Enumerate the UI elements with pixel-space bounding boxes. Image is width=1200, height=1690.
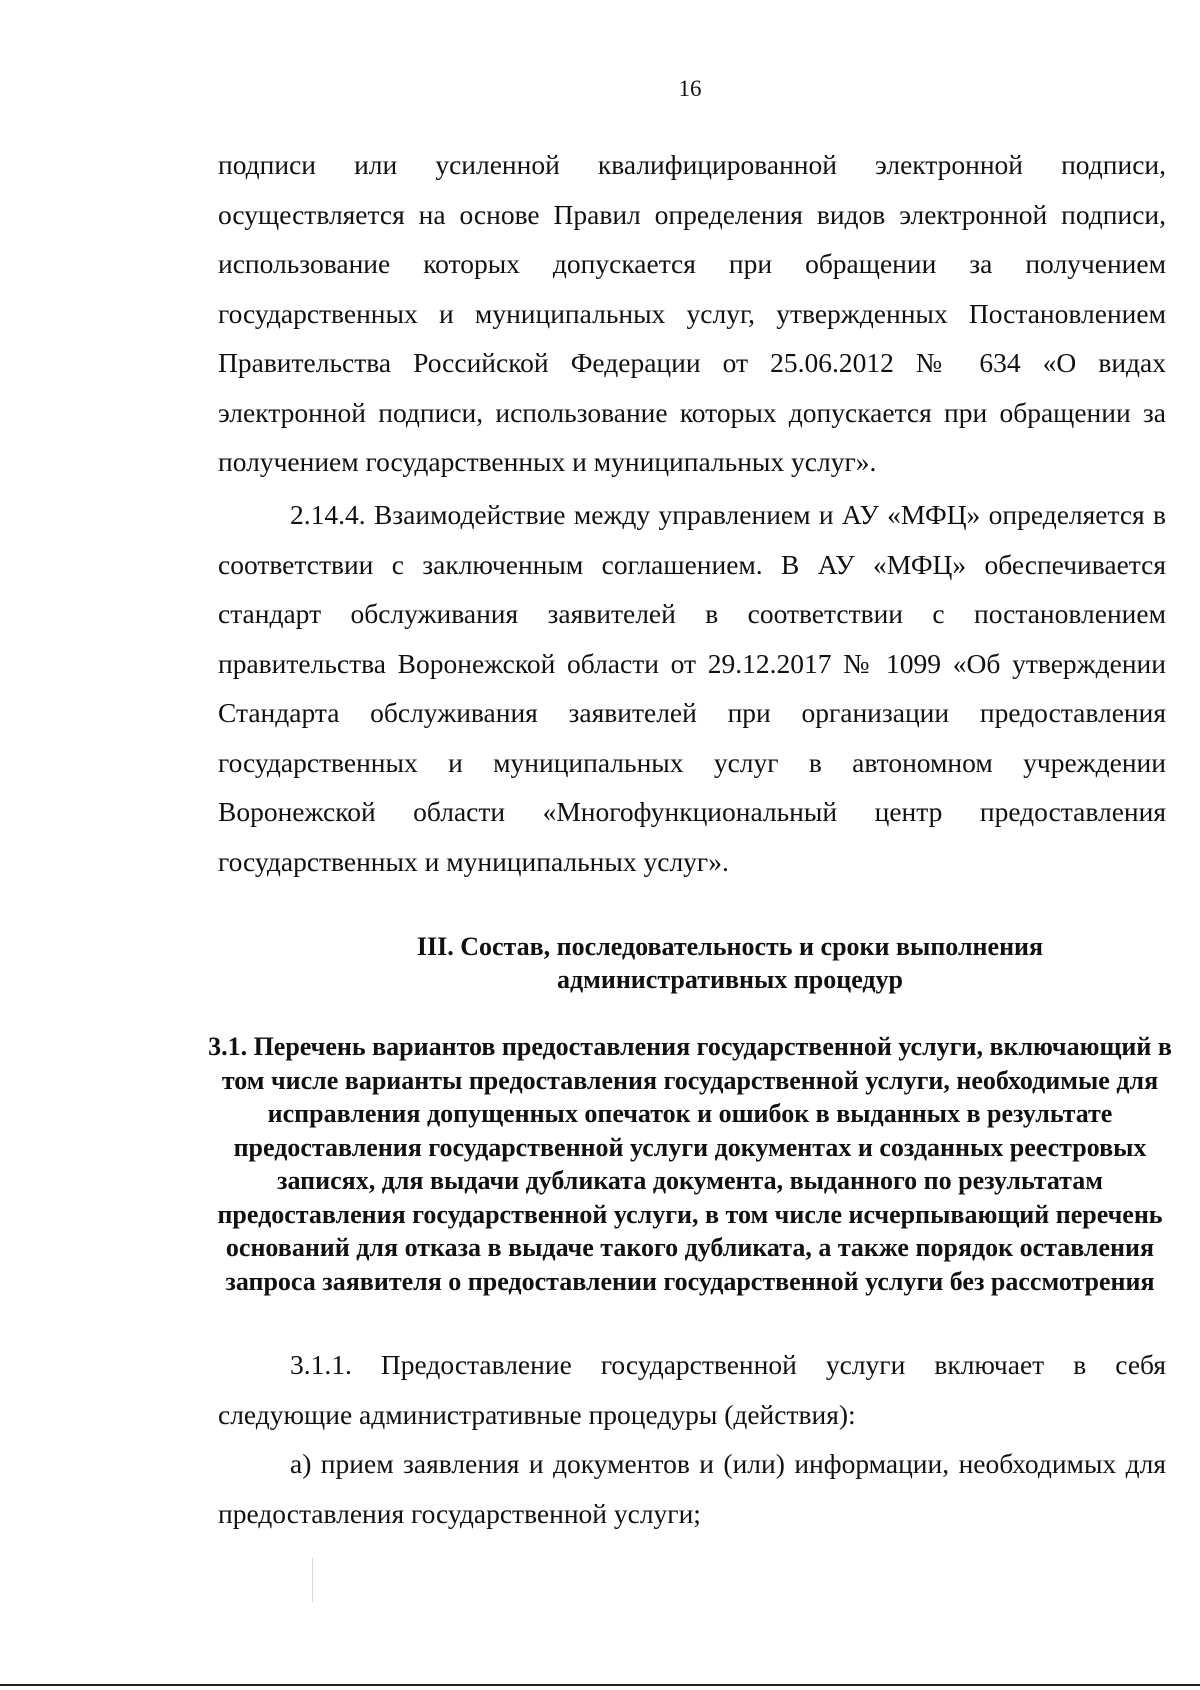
paragraph-3-1-1: 3.1.1. Предоставление государственной услуги включает в себя следующие административные процедуры (действия): [218, 1349, 1166, 1430]
bottom-edge-rule [0, 1684, 1200, 1686]
text-block-3 [218, 1340, 1166, 1538]
subsection-heading-3-1: 3.1. Перечень вариантов предоставления государственной услуги, включающий в том числе варианты предоставления государственной услуги, необходимые для исправления допущенных опечаток и ошибок в выданных в результате предоставления государственной услуги документах и созданных реестровых записях, для выдачи дубликата документа, выданного по результатам предоставления государственной услуги, в том числе исчерпывающий перечень оснований для отказа в выдаче такого дубликата, а также порядок оставления запроса заявителя о предоставлении государственной услуги без рассмотрения [208, 1032, 1172, 1296]
paragraph-signature-rules: подписи или усиленной квалифицированной электронной подписи, осуществляется на основе Правил определения видов электронной подписи, использование которых допускается при обращении за получением государственных и муниципальных услуг, утвержденных Постановлением Правительства Российской Федерации от 25.06.2012 № 634 «О видах электронной подписи, использование которых допускается при обращении за получением государственных и муниципальных услуг». [218, 149, 1166, 477]
paragraph-2-14-4: 2.14.4. Взаимодействие между управлением и АУ «МФЦ» определяется в соответствии с заключенным соглашением. В АУ «МФЦ» обеспечивается стандарт обслуживания заявителей в соответствии с постановлением правительства Воронежской области от 29.12.2017 № 1099 «Об утверждении Стандарта обслуживания заявителей при организации предоставления государственных и муниципальных услуг в автономном учреждении Воронежской области «Многофункциональный центр предоставления государственных и муниципальных услуг». [218, 499, 1166, 877]
text-block-1 [218, 140, 1166, 487]
paragraph-item-a: а) прием заявления и документов и (или) информации, необходимых для предоставления государственной услуги; [218, 1448, 1166, 1529]
scan-artifact [312, 1558, 313, 1602]
section-heading-line-2: административных процедур [556, 965, 904, 994]
section-heading-iii [200, 930, 1180, 996]
text-block-2 [218, 490, 1166, 886]
section-heading-line-1: III. Состав, последовательность и сроки выполнения [416, 932, 1044, 961]
page-number: 16 [678, 76, 702, 101]
